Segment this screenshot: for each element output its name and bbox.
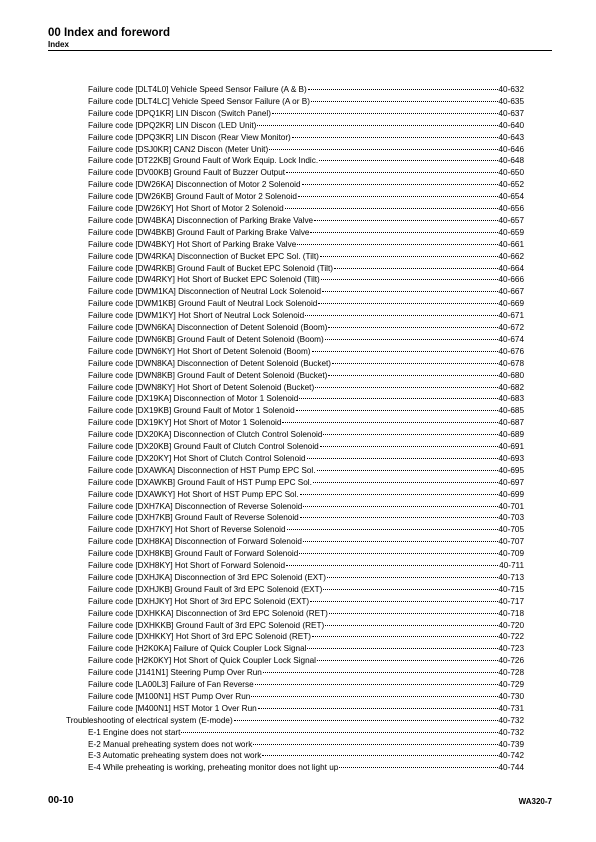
index-entry[interactable] [88,144,524,155]
dot-leader [296,410,498,411]
index-entry[interactable] [66,715,524,726]
entry-label: Failure code [M100N1] HST Pump Over Run [88,691,251,701]
entry-label: Failure code [DW4BKB] Ground Fault of Parking Brake Valve [88,227,310,237]
dot-leader [255,684,498,685]
entry-page: 40-676 [498,346,524,356]
dot-leader [323,589,497,590]
dot-leader [320,446,498,447]
entry-page: 40-715 [498,584,524,594]
entry-page: 40-659 [498,227,524,237]
dot-leader [311,101,498,102]
dot-leader [285,208,498,209]
entry-label: Failure code [H2K0KA] Failure of Quick Coupler Lock Signal [88,644,307,654]
entry-label: Failure code [DLT4L0] Vehicle Speed Sensor Failure (A & B) [88,85,307,94]
dot-leader [315,387,497,388]
dot-leader [317,660,498,661]
index-entry[interactable] [88,739,524,750]
section-title: 00 Index and foreword [48,27,171,39]
dot-leader [262,755,497,756]
entry-label: Failure code [DWN6KY] Hot Short of Detent Solenoid (Boom) [88,346,311,356]
entry-label: Failure code [DXH7KY] Hot Short of Reverse Solenoid [88,525,286,535]
index-entry[interactable] [88,227,524,238]
entry-page: 40-729 [498,680,524,689]
index-entry[interactable] [88,560,524,571]
index-entry[interactable] [88,286,524,297]
index-entry[interactable] [88,679,524,690]
dot-leader [332,363,497,364]
entry-label: Failure code [LA00L3] Failure of Fan Reverse [88,680,254,689]
index-entry[interactable] [88,417,524,428]
index-entry[interactable] [88,298,524,309]
index-entry[interactable] [88,239,524,250]
dot-leader [310,601,497,602]
index-entry[interactable] [88,203,524,214]
dot-leader [334,268,498,269]
dot-leader [287,529,498,530]
entry-label: Failure code [DWM1KY] Hot Short of Neutral Lock Solenoid [88,311,305,321]
entry-page: 40-687 [498,418,524,428]
entry-page: 40-722 [498,632,524,642]
entry-label: Failure code [DXH7KA] Disconnection of Reverse Solenoid [88,501,303,511]
dot-leader [307,648,497,649]
entry-label: Failure code [DXAWKY] Hot Short of HST Pump EPC Sol. [88,489,299,499]
page-header [48,27,552,50]
index-entry[interactable] [88,96,524,107]
entry-page: 40-689 [498,430,524,440]
index-entry[interactable] [88,84,524,95]
index-entry[interactable] [88,727,524,738]
dot-leader [313,482,498,483]
index-entry[interactable] [88,524,524,535]
entry-label: Failure code [DXH8KY] Hot Short of Forward Solenoid [88,561,286,570]
index-entry[interactable] [88,667,524,678]
dot-leader [303,541,498,542]
entry-label: Failure code [DW4BKA] Disconnection of Parking Brake Valve [88,215,314,225]
entry-label: Failure code [DWN8KB] Ground Fault of Detent Solenoid (Bucket) [88,370,328,380]
index-entry[interactable] [88,620,524,631]
entry-page: 40-707 [498,537,524,547]
entry-label: Failure code [DT22KB] Ground Fault of Work Equip. Lock Indic. [88,156,319,166]
entry-page: 40-669 [498,299,524,309]
entry-page: 40-674 [498,334,524,344]
entry-label: Failure code [DW26KB] Ground Fault of Motor 2 Solenoid [88,192,297,202]
index-entry[interactable] [88,405,524,416]
entry-page: 40-695 [498,465,524,475]
entry-page: 40-632 [498,85,524,94]
index-entry[interactable] [88,512,524,523]
entry-page: 40-650 [498,168,524,178]
entry-label: Failure code [DX20KB] Ground Fault of Clutch Control Solenoid [88,442,319,451]
dot-leader [310,232,497,233]
index-entry[interactable] [88,393,524,404]
entry-page: 40-672 [498,323,524,332]
index-entry[interactable] [88,274,524,285]
entry-page: 40-678 [498,358,524,368]
index-entry[interactable] [88,501,524,512]
entry-page: 40-656 [498,204,524,213]
index-entry[interactable] [88,155,524,166]
entry-page: 40-646 [498,144,524,154]
entry-page: 40-697 [498,477,524,487]
dot-leader [319,160,497,161]
entry-label: Failure code [DXH7KB] Ground Fault of Reverse Solenoid [88,513,299,523]
entry-page: 40-635 [498,96,524,106]
entry-label: Failure code [DPQ2KR] LIN Discon (LED Unit) [88,120,257,130]
entry-label: Failure code [DXHJKY] Hot Short of 3rd EPC Solenoid (EXT) [88,596,310,606]
dot-leader [300,517,498,518]
dot-leader [299,553,497,554]
index-entry[interactable] [88,489,524,500]
entry-page: 40-661 [498,239,524,249]
entry-page: 40-648 [498,156,524,166]
dot-leader [317,470,498,471]
index-entry[interactable] [88,215,524,226]
entry-page: 40-711 [499,561,524,570]
entry-label: Failure code [DW4RKA] Disconnection of Bucket EPC Sol. (Tilt) [88,251,319,261]
entry-page: 40-718 [498,608,524,618]
index-entry[interactable] [88,655,524,666]
dot-leader [308,89,498,90]
entry-label: Failure code [DW26KA] Disconnection of Motor 2 Solenoid [88,180,301,190]
dot-leader [286,172,497,173]
entry-label: Failure code [DV00KB] Ground Fault of Buzzer Output [88,168,286,178]
index-entry[interactable] [88,465,524,476]
index-entry[interactable] [88,132,524,143]
dot-leader [321,279,498,280]
index-entry[interactable] [88,382,524,393]
dot-leader [282,422,497,423]
entry-page: 40-685 [498,406,524,416]
entry-label: Failure code [DXHKKY] Hot Short of 3rd EPC Solenoid (RET) [88,632,311,642]
entry-page: 40-643 [498,132,524,142]
entry-page: 40-703 [498,513,524,523]
index-entry[interactable] [88,536,524,547]
entry-page: 40-730 [498,691,524,701]
entry-page: 40-671 [498,311,524,321]
entry-page: 40-739 [498,739,524,749]
dot-leader [299,398,497,399]
page-number: 00-10 [48,795,74,806]
dot-leader [303,506,497,507]
index-entry[interactable] [88,703,524,714]
entry-page: 40-680 [498,370,524,380]
entry-page: 40-713 [498,572,524,582]
dot-leader [298,196,498,197]
entry-label: Failure code [DPQ3KR] LIN Discon (Rear View Monitor) [88,132,291,142]
entry-page: 40-744 [498,763,524,773]
dot-leader [325,625,497,626]
dot-leader [263,672,498,673]
entry-page: 40-683 [498,394,524,404]
entry-page: 40-717 [498,596,524,606]
entry-label: Failure code [DX19KA] Disconnection of Motor 1 Solenoid [88,394,299,404]
entry-label: Failure code [H2K0KY] Hot Short of Quick Coupler Lock Signal [88,656,316,666]
entry-page: 40-682 [498,382,524,392]
dot-leader [322,291,498,292]
entry-page: 40-664 [498,263,524,273]
dot-leader [320,256,498,257]
dot-leader [272,113,498,114]
dot-leader [302,184,498,185]
entry-label: Failure code [DWN8KA] Disconnection of Detent Solenoid (Bucket) [88,358,332,368]
index-entry[interactable] [88,429,524,440]
index-entry[interactable] [88,346,524,357]
dot-leader [269,149,497,150]
entry-page: 40-726 [498,656,524,666]
index-entry[interactable] [88,596,524,607]
entry-label: E-2 Manual preheating system does not work [88,739,253,749]
index-entry[interactable] [88,631,524,642]
entry-label: Failure code [DWM1KA] Disconnection of Neutral Lock Solenoid [88,287,321,297]
index-entry[interactable] [88,251,524,262]
entry-page: 40-701 [498,501,524,511]
entry-page: 40-720 [498,620,524,630]
entry-page: 40-728 [498,668,524,678]
dot-leader [307,458,498,459]
header-rule [48,50,552,51]
dot-leader [339,767,497,768]
dot-leader [329,613,498,614]
entry-label: Failure code [DX20KY] Hot Short of Clutch Control Solenoid [88,453,306,463]
entry-page: 40-654 [498,192,524,202]
entry-label: Failure code [DSJ0KR] CAN2 Discon (Meter Unit) [88,144,269,154]
dot-leader [327,577,498,578]
index-entry[interactable] [88,608,524,619]
index-entry[interactable] [88,179,524,190]
index-entry[interactable] [88,643,524,654]
dot-leader [312,636,498,637]
entry-page: 40-732 [498,715,524,725]
dot-leader [253,744,497,745]
dot-leader [234,720,498,721]
dot-leader [328,327,497,328]
entry-label: Troubleshooting of electrical system (E-mode) [66,715,233,725]
dot-leader [300,494,498,495]
index-entry[interactable] [88,191,524,202]
index-entry[interactable] [88,358,524,369]
entry-page: 40-667 [498,287,524,297]
entry-label: Failure code [DXHKKA] Disconnection of 3rd EPC Solenoid (RET) [88,608,328,618]
dot-leader [258,708,498,709]
entry-page: 40-691 [498,442,524,451]
dot-leader [318,303,497,304]
entry-page: 40-705 [498,525,524,535]
entry-label: Failure code [DW26KY] Hot Short of Motor 2 Solenoid [88,204,284,213]
entry-page: 40-652 [498,180,524,190]
dot-leader [251,696,497,697]
entry-label: Failure code [DW4RKY] Hot Short of Bucket EPC Solenoid (Tilt) [88,275,320,285]
entry-label: Failure code [DLT4LC] Vehicle Speed Sensor Failure (A or B) [88,96,310,106]
index-entry[interactable] [88,750,524,761]
entry-page: 40-662 [498,251,524,261]
entry-label: Failure code [DWN6KB] Ground Fault of Detent Solenoid (Boom) [88,334,324,344]
entry-page: 40-640 [498,120,524,130]
index-entry[interactable] [88,548,524,559]
index-entry[interactable] [88,310,524,321]
dot-leader [312,351,498,352]
entry-page: 40-637 [498,108,524,118]
index-entry[interactable] [88,334,524,345]
entry-page: 40-732 [498,727,524,737]
entry-label: Failure code [J141N1] Steering Pump Over Run [88,668,262,678]
entry-label: Failure code [DXHJKA] Disconnection of 3rd EPC Solenoid (EXT) [88,572,326,582]
index-entry[interactable] [88,762,524,773]
dot-leader [286,565,498,566]
dot-leader [257,125,497,126]
dot-leader [323,434,497,435]
entry-page: 40-709 [498,549,524,559]
entry-label: Failure code [DXHJKB] Ground Fault of 3rd EPC Solenoid (EXT) [88,584,323,594]
entry-label: Failure code [DWN8KY] Hot Short of Detent Solenoid (Bucket) [88,382,315,392]
dot-leader [328,375,497,376]
entry-label: Failure code [DPQ1KR] LIN Discon (Switch Panel) [88,108,271,118]
dot-leader [314,220,497,221]
entry-label: Failure code [DXH8KB] Ground Fault of Forward Solenoid [88,549,299,559]
index-entry[interactable] [88,441,524,452]
index-entry[interactable] [88,477,524,488]
entry-label: E-4 While preheating is working, preheating monitor does not light up [88,763,339,773]
entry-page: 40-699 [498,489,524,499]
entry-label: Failure code [DX19KB] Ground Fault of Motor 1 Solenoid [88,406,295,416]
entry-label: Failure code [DWM1KB] Ground Fault of Neutral Lock Solenoid [88,299,318,309]
index-entry[interactable] [88,370,524,381]
entry-label: Failure code [DW4RKB] Ground Fault of Bucket EPC Solenoid (Tilt) [88,263,333,273]
index-entry[interactable] [88,263,524,274]
entry-label: Failure code [M400N1] HST Motor 1 Over Run [88,703,257,713]
index-entry[interactable] [88,584,524,595]
entry-page: 40-693 [498,453,524,463]
entry-label: E-1 Engine does not start [88,727,181,737]
index-entry[interactable] [88,167,524,178]
entry-label: Failure code [DXHKKB] Ground Fault of 3rd EPC Solenoid (RET) [88,620,325,630]
dot-leader [305,315,497,316]
index-entry[interactable] [88,691,524,702]
entry-label: Failure code [DXAWKA] Disconnection of HST Pump EPC Sol. [88,465,316,475]
entry-label: Failure code [DXH8KA] Disconnection of Forward Solenoid [88,537,302,547]
entry-label: Failure code [DX20KA] Disconnection of Clutch Control Solenoid [88,430,323,440]
entry-label: Failure code [DXAWKB] Ground Fault of HST Pump EPC Sol. [88,477,312,487]
entry-label: Failure code [DX19KY] Hot Short of Motor 1 Solenoid [88,418,282,428]
entry-page: 40-723 [498,644,524,654]
entry-label: E-3 Automatic preheating system does not work [88,751,262,761]
entry-page: 40-731 [498,703,524,713]
entry-label: Failure code [DWN6KA] Disconnection of Detent Solenoid (Boom) [88,323,328,332]
dot-leader [297,244,497,245]
entry-page: 40-657 [498,215,524,225]
dot-leader [292,137,498,138]
index-entry[interactable] [88,453,524,464]
entry-page: 40-742 [498,751,524,761]
entry-label: Failure code [DW4BKY] Hot Short of Parking Brake Valve [88,239,297,249]
entry-page: 40-666 [498,275,524,285]
dot-leader [181,732,497,733]
index-entry[interactable] [88,572,524,583]
dot-leader [325,339,498,340]
index-entry[interactable] [88,108,524,119]
index-entry[interactable] [88,120,524,131]
index-entry[interactable] [88,322,524,333]
model-label: WA320-7 [518,797,552,806]
section-subtitle: Index [48,40,69,49]
